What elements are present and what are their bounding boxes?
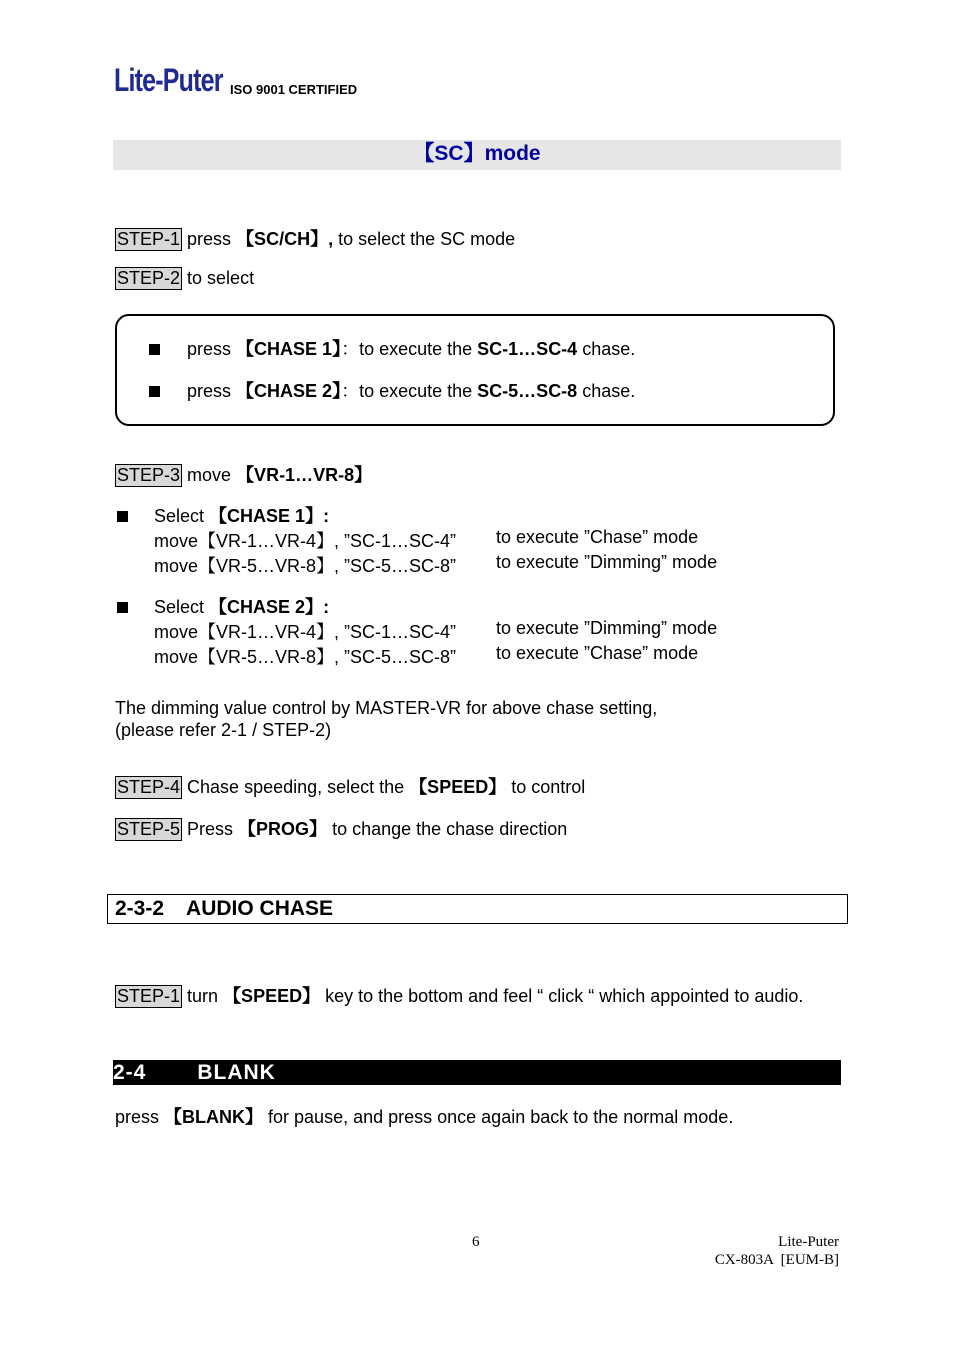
section-title: BLANK bbox=[197, 1061, 276, 1084]
step-tag: STEP-1 bbox=[117, 986, 181, 1006]
key-label: 【VR-1…VR-8】 bbox=[236, 465, 373, 485]
option-text: press bbox=[187, 381, 237, 401]
section-title: AUDIO CHASE bbox=[186, 897, 334, 920]
page-number: 6 bbox=[472, 1234, 480, 1250]
chase-options-box bbox=[115, 314, 835, 426]
option-row bbox=[149, 335, 635, 361]
blank-description bbox=[115, 1103, 733, 1129]
key-label: 【CHASE 2】: bbox=[209, 597, 330, 617]
option-text: press bbox=[187, 339, 237, 359]
square-bullet-icon bbox=[149, 386, 160, 397]
step-tag: STEP-2 bbox=[117, 268, 181, 288]
certification-label: ISO 9001 CERTIFIED bbox=[230, 82, 358, 97]
audio-step-1 bbox=[115, 982, 803, 1008]
section-number: 2-4 bbox=[113, 1061, 147, 1084]
step-text: to change the chase direction bbox=[327, 819, 568, 839]
step-tag: STEP-3 bbox=[117, 465, 181, 485]
select-group-heading bbox=[117, 502, 329, 528]
key-label: 【SPEED】 bbox=[223, 986, 321, 1006]
sc-step-1 bbox=[115, 225, 515, 251]
logo: Lite-Puter bbox=[114, 62, 223, 98]
step-text: move bbox=[182, 465, 237, 485]
sc-step-5 bbox=[115, 815, 567, 841]
select-row-left: move【VR-1…VR-4】, ”SC-1…SC-4” bbox=[154, 622, 457, 642]
option-text: ：to execute the bbox=[341, 339, 478, 359]
square-bullet-icon bbox=[149, 344, 160, 355]
step-text: to select bbox=[182, 268, 255, 288]
option-target: SC-5…SC-8 bbox=[477, 381, 578, 401]
key-label: 【PROG】 bbox=[238, 819, 328, 839]
select-row-left: move【VR-5…VR-8】, ”SC-5…SC-8” bbox=[154, 556, 457, 576]
select-row-left: move【VR-5…VR-8】, ”SC-5…SC-8” bbox=[154, 647, 457, 667]
step-text: to select the SC mode bbox=[333, 229, 516, 249]
step-tag: STEP-5 bbox=[117, 819, 181, 839]
square-bullet-icon bbox=[117, 602, 128, 613]
step-text: key to the bottom and feel “ click “ which appointed to audio. bbox=[320, 986, 804, 1006]
option-text: chase. bbox=[577, 339, 636, 359]
step-text: press bbox=[182, 229, 237, 249]
select-group-heading bbox=[117, 593, 329, 619]
section-number: 2-3-2 bbox=[115, 897, 165, 920]
key-label: 【CHASE 1】: bbox=[209, 506, 330, 526]
option-text: ：to execute the bbox=[341, 381, 478, 401]
key-label: 【CHASE 1】 bbox=[236, 339, 342, 359]
footer-brand: Lite-Puter bbox=[778, 1234, 839, 1250]
audio-chase-heading bbox=[107, 894, 848, 924]
step-text: Press bbox=[182, 819, 239, 839]
sc-step-2 bbox=[115, 267, 254, 290]
select-row-right: to execute ”Chase” mode bbox=[496, 527, 699, 547]
option-text: chase. bbox=[577, 381, 636, 401]
step-tag: STEP-4 bbox=[117, 777, 181, 797]
blank-heading bbox=[113, 1060, 841, 1085]
step-text: to control bbox=[506, 777, 586, 797]
step-text: Chase speeding, select the bbox=[182, 777, 410, 797]
key-label: 【SC/CH】, bbox=[236, 229, 334, 249]
select-text: Select bbox=[154, 506, 210, 526]
sc-step-3 bbox=[115, 461, 372, 487]
dimming-note-line-1: The dimming value control by MASTER-VR for above chase setting, bbox=[115, 698, 658, 718]
step-tag: STEP-1 bbox=[117, 229, 181, 249]
select-row-right: to execute ”Dimming” mode bbox=[496, 552, 718, 572]
blank-text: press bbox=[115, 1107, 165, 1127]
select-row-left: move【VR-1…VR-4】, ”SC-1…SC-4” bbox=[154, 531, 457, 551]
square-bullet-icon bbox=[117, 511, 128, 522]
dimming-note-line-2: (please refer 2-1 / STEP-2) bbox=[115, 720, 332, 740]
key-label: 【CHASE 2】 bbox=[236, 381, 342, 401]
option-row bbox=[149, 377, 635, 403]
select-row-right: to execute ”Chase” mode bbox=[496, 643, 699, 663]
sc-mode-title: 【SC】mode bbox=[113, 140, 841, 170]
step-text: turn bbox=[182, 986, 224, 1006]
option-target: SC-1…SC-4 bbox=[477, 339, 578, 359]
key-label: 【SPEED】 bbox=[409, 777, 507, 797]
key-label: 【BLANK】 bbox=[164, 1107, 264, 1127]
footer-model: CX-803A [EUM-B] bbox=[714, 1252, 839, 1268]
sc-step-4 bbox=[115, 773, 585, 799]
blank-text: for pause, and press once again back to the normal mode. bbox=[263, 1107, 734, 1127]
select-row-right: to execute ”Dimming” mode bbox=[496, 618, 718, 638]
select-text: Select bbox=[154, 597, 210, 617]
